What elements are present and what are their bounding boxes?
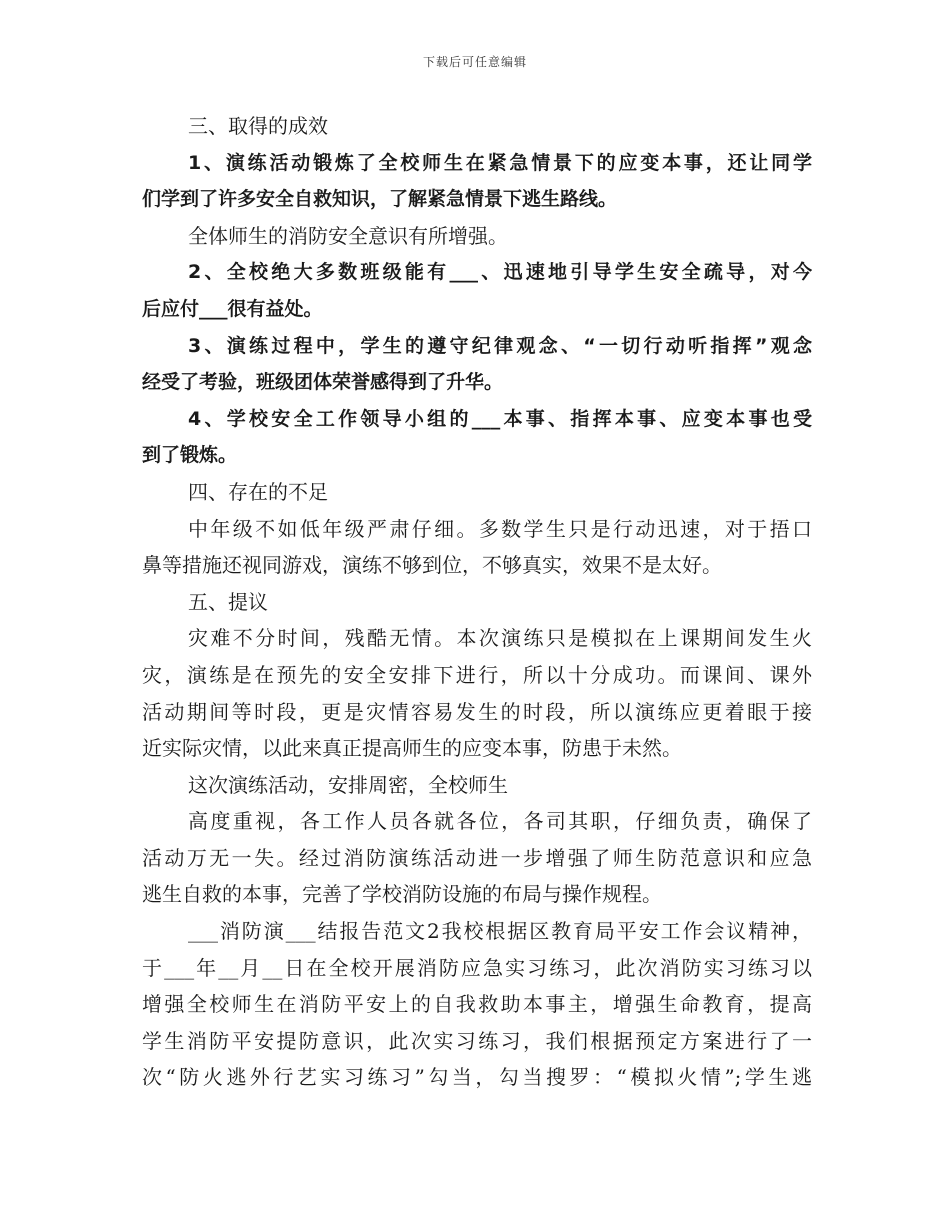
paragraph-line: ___消防演___结报告范文2我校根据区教育局平安工作会议精神， — [188, 919, 812, 944]
paragraph-line: 中年级不如低年级严肃仔细。多数学生只是行动迅速，对于捂口 — [188, 516, 812, 541]
paragraph-line: 活动期间等时段，更是灾情容易发生的时段，所以演练应更着眼于接 — [142, 699, 812, 724]
section-heading: 五、提议 — [188, 589, 268, 614]
section-heading: 三、取得的成效 — [188, 114, 328, 138]
paragraph-line: 学生消防平安提防意识，此次实习练习，我们根据预定方案进行了一 — [142, 1028, 812, 1053]
paragraph-line: 逃生自救的本事，完善了学校消防设施的布局与操作规程。 — [142, 882, 662, 907]
bold-paragraph-line: 们学到了许多安全自救知识，了解紧急情景下逃生路线。 — [142, 188, 618, 211]
paragraph-line: 灾，演练是在预先的安全安排下进行，所以十分成功。而课间、课外 — [142, 662, 812, 687]
page-header: 下载后可任意编辑 — [422, 55, 527, 69]
document-body — [142, 108, 812, 1096]
paragraph-line: 活动万无一失。经过消防演练活动进一步增强了师生防范意识和应急 — [142, 845, 812, 870]
paragraph-line: 增强全校师生在消防平安上的自我救助本事主，增强生命教育，提高 — [142, 992, 812, 1017]
section-heading: 四、存在的不足 — [188, 479, 328, 504]
paragraph-line: 次“防火逃外行艺实习练习”勾当，勾当搜罗：“模拟火情”;学生逃 — [142, 1065, 812, 1090]
bold-paragraph-line: 经受了考验，班级团体荣誉感得到了升华。 — [142, 371, 504, 394]
paragraph-line: 于___年__月__日在全校开展消防应急实习练习，此次消防实习练习以 — [142, 955, 812, 980]
bold-paragraph-line: 后应付___很有益处。 — [142, 297, 323, 320]
bold-paragraph-line: 到了锻炼。 — [142, 444, 238, 467]
bold-paragraph-line: 1、演练活动锻炼了全校师生在紧急情景下的应变本事，还让同学 — [188, 151, 812, 174]
paragraph-line: 鼻等措施还视同游戏，演练不够到位，不够真实，效果不是太好。 — [142, 553, 722, 578]
bold-paragraph-line: 2、全校绝大多数班级能有___、迅速地引导学生安全疏导，对今 — [188, 261, 812, 284]
bold-paragraph-line: 3、演练过程中，学生的遵守纪律观念、“一切行动听指挥”观念 — [188, 334, 812, 357]
paragraph-line: 这次演练活动，安排周密，全校师生 — [188, 772, 508, 797]
paragraph-line: 近实际灾情，以此来真正提高师生的应变本事，防患于未然。 — [142, 736, 682, 761]
bold-paragraph-line: 4、学校安全工作领导小组的___本事、指挥本事、应变本事也受 — [188, 407, 812, 430]
paragraph-line: 高度重视，各工作人员各就各位，各司其职，仔细负责，确保了 — [188, 809, 812, 834]
paragraph-line: 全体师生的消防安全意识有所增强。 — [188, 223, 508, 248]
paragraph-line: 灾难不分时间，残酷无情。本次演练只是模拟在上课期间发生火 — [188, 626, 812, 651]
